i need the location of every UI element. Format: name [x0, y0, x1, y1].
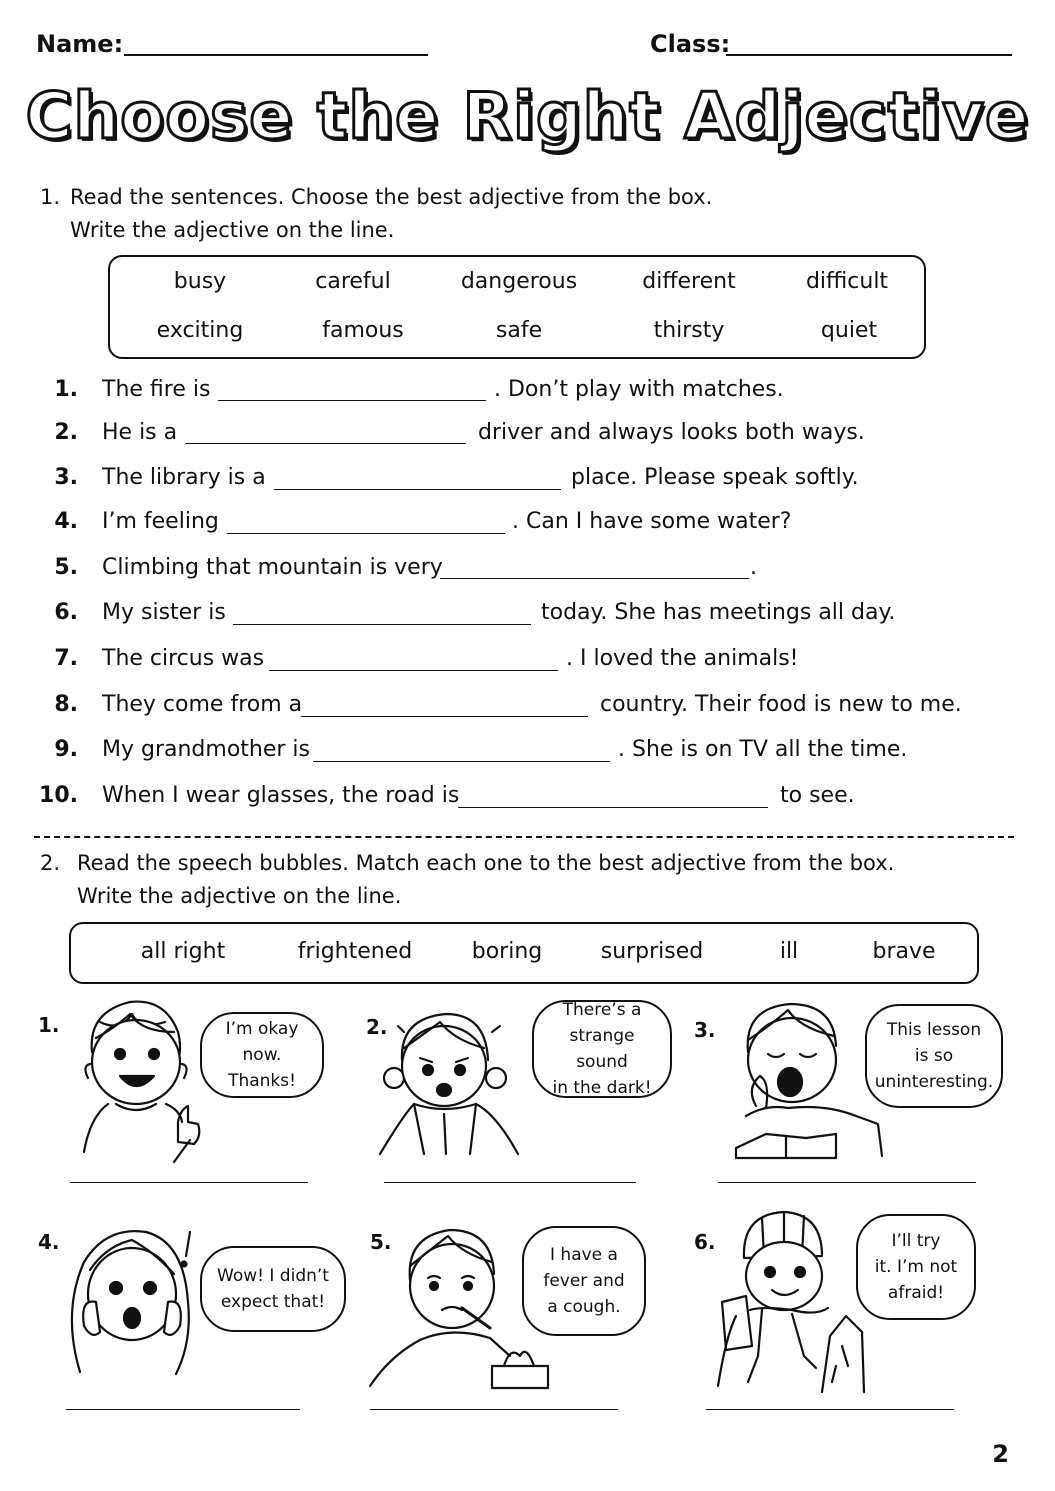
question-text-before: When I wear glasses, the road is [102, 783, 460, 808]
word-box-item: exciting [156, 318, 244, 343]
word-box-item: busy [173, 269, 227, 294]
answer-blank[interactable] [458, 807, 768, 808]
speech-bubble: I’m okay now. Thanks! [200, 1012, 324, 1098]
question-text-after: driver and always looks both ways. [478, 420, 865, 445]
word-box-item: dangerous [460, 269, 578, 294]
picture-number: 2. [366, 1015, 388, 1039]
part1-word-box [108, 255, 926, 359]
part2-word-box [69, 922, 979, 984]
question-text-before: The circus was [102, 646, 265, 671]
question-number: 6. [54, 600, 78, 625]
question-text-after: . She is on TV all the time. [618, 737, 908, 762]
word-box-item: surprised [600, 939, 704, 964]
question-number: 4. [54, 509, 78, 534]
question-number: 7. [54, 646, 78, 671]
name-line[interactable] [124, 54, 428, 56]
answer-blank[interactable] [227, 533, 505, 534]
question-text-before: My sister is [102, 600, 226, 625]
part2-instruction-line1: Read the speech bubbles. Match each one to the best adjective from the box. [77, 851, 895, 875]
question-number: 8. [54, 692, 78, 717]
answer-line[interactable] [66, 1409, 300, 1410]
answer-blank[interactable] [269, 670, 558, 671]
part2-instructions [40, 847, 894, 913]
answer-blank[interactable] [274, 489, 561, 490]
answer-blank[interactable] [233, 624, 531, 625]
speech-bubble: This lesson is so uninteresting. [865, 1004, 1003, 1108]
part1-number: 1. [40, 185, 61, 209]
word-box-item: careful [315, 269, 391, 294]
question-text-after: today. She has meetings all day. [541, 600, 896, 625]
question-text-before: The library is a [102, 465, 266, 490]
speech-bubble: Wow! I didn’t expect that! [200, 1246, 346, 1332]
part2-number: 2. [40, 851, 61, 875]
class-line[interactable] [726, 54, 1012, 56]
question-text-after: to see. [780, 783, 855, 808]
picture-number: 4. [38, 1230, 60, 1254]
word-box-item: boring [471, 939, 543, 964]
word-box-item: different [642, 269, 736, 294]
question-number: 9. [54, 737, 78, 762]
word-box-item: ill [779, 939, 799, 964]
question-number: 5. [54, 555, 78, 580]
thumbs-up-boy-icon [70, 992, 210, 1162]
speech-bubble: I’ll try it. I’m not afraid! [856, 1214, 976, 1320]
question-text-after: country. Their food is new to me. [600, 692, 962, 717]
question-text-before: My grandmother is [102, 737, 311, 762]
climbing-boy-icon [712, 1206, 872, 1392]
question-text-after: . [750, 555, 757, 580]
question-number: 10. [39, 783, 78, 808]
speech-bubble: There’s a strange sound in the dark! [532, 1000, 672, 1098]
picture-number: 1. [38, 1013, 60, 1037]
scared-girl-icon [384, 1004, 524, 1160]
section-divider [34, 836, 1014, 838]
page-number: 2 [992, 1440, 1009, 1468]
class-label: Class: [650, 30, 731, 58]
answer-line[interactable] [70, 1182, 308, 1183]
answer-blank[interactable] [313, 761, 610, 762]
part1-instruction-line1: Read the sentences. Choose the best adjective from the box. [70, 185, 713, 209]
word-box-item: frightened [297, 939, 413, 964]
answer-blank[interactable] [185, 443, 466, 444]
word-box-item: famous [322, 318, 404, 343]
question-text-after: . Can I have some water? [512, 509, 792, 534]
question-number: 3. [54, 465, 78, 490]
question-text-before: They come from a [102, 692, 303, 717]
part1-instruction-line2: Write the adjective on the line. [70, 218, 395, 242]
answer-blank[interactable] [440, 578, 749, 579]
question-text-before: Climbing that mountain is very [102, 555, 443, 580]
word-box-item: safe [495, 318, 543, 343]
name-label: Name: [36, 30, 124, 58]
yawning-boy-icon [726, 996, 886, 1162]
word-box-item: difficult [805, 269, 889, 294]
answer-blank[interactable] [218, 400, 486, 401]
part2-instruction-line2: Write the adjective on the line. [77, 884, 402, 908]
question-number: 2. [54, 420, 78, 445]
surprised-girl-icon [66, 1222, 206, 1382]
question-text-before: I’m feeling [102, 509, 219, 534]
question-text-after: . I loved the animals! [566, 646, 799, 671]
answer-blank[interactable] [301, 716, 588, 717]
answer-line[interactable] [718, 1182, 976, 1183]
part1-instructions [40, 181, 712, 247]
question-text-after: place. Please speak softly. [571, 465, 859, 490]
worksheet-title: Choose the Right Adjective [25, 80, 1030, 154]
picture-number: 5. [370, 1230, 392, 1254]
speech-bubble: I have a fever and a cough. [522, 1226, 646, 1336]
word-box-item: brave [872, 939, 936, 964]
word-box-item: quiet [820, 318, 878, 343]
picture-number: 3. [694, 1018, 716, 1042]
question-number: 1. [54, 377, 78, 402]
question-text-after: . Don’t play with matches. [494, 377, 784, 402]
answer-line[interactable] [384, 1182, 636, 1183]
picture-number: 6. [694, 1230, 716, 1254]
question-text-before: He is a [102, 420, 178, 445]
question-text-before: The fire is [102, 377, 211, 402]
word-box-item: all right [140, 939, 226, 964]
word-box-item: thirsty [653, 318, 725, 343]
answer-line[interactable] [706, 1409, 954, 1410]
answer-line[interactable] [370, 1409, 618, 1410]
